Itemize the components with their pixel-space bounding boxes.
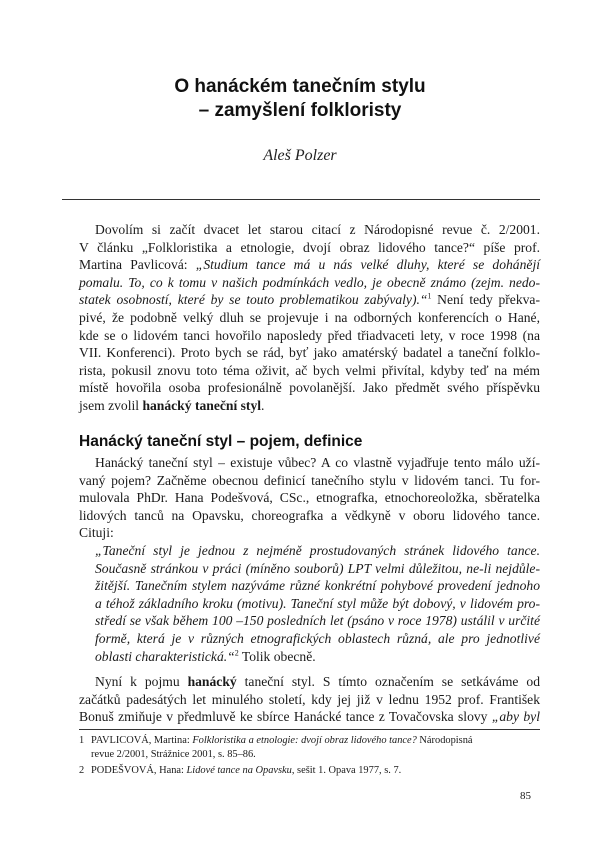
article-title xyxy=(62,75,538,123)
text-run: Martina Pavlicová: xyxy=(79,257,196,273)
text-line: pivé, že podobně velký dluh se projevuje i na odborných konferencích o Hané, xyxy=(79,309,540,325)
title-line-2: – zamyšlení folkloristy xyxy=(198,100,402,121)
text-run: Není tedy překva- xyxy=(431,292,540,308)
paragraph-hanacky xyxy=(79,673,540,726)
quote-run: „aby byl xyxy=(491,709,540,725)
text-line xyxy=(79,291,540,309)
section-paragraph xyxy=(79,454,540,542)
text-line: místě hovořila osoba profesionálně povolanější. Jako předmět svého příspěvku xyxy=(79,380,540,396)
section-heading: Hanácký taneční styl – pojem, definice xyxy=(79,433,363,450)
quote-run: „Studium tance má u nás velké dluhy, které se dohánějí xyxy=(195,257,540,273)
text-line xyxy=(79,397,540,415)
text-line xyxy=(79,256,540,274)
bold-run: hanácký xyxy=(187,674,237,689)
text-line: středí se však během 100 –150 posledních let (psáno v roce 1978) ustálil v určité xyxy=(95,613,540,629)
text-line xyxy=(79,673,540,691)
text-line: V článku „Folkloristika a etnologie, dvojí obraz lidového tance?“ píše prof. xyxy=(79,239,540,255)
text-line: vaný pojem? Začněme obecnou definicí tanečního stylu v lidovém tanci. Tu for- xyxy=(79,472,540,488)
footnote-line xyxy=(79,764,540,778)
text-line xyxy=(95,648,540,666)
text-run: Bonuš zmiňuje v předmluvě ke sbírce Hanácké tance z Tovačovska slovy xyxy=(79,709,492,725)
text-line: rista, pokusil znovu toto téma oživit, ač bych velmi přivítal, kdyby teď na mém xyxy=(79,362,540,378)
text-line: žitější. Tanečním stylem nazýváme různé konkrétní pohybové provedení jednoho xyxy=(95,578,540,594)
page-number: 85 xyxy=(520,790,531,802)
text-run: . xyxy=(261,397,265,413)
text-run: Národopisná xyxy=(416,735,473,746)
text-line: začátků padesátých let minulého století, kdy jej již v lednu 1952 prof. František xyxy=(79,691,540,707)
intro-paragraph xyxy=(79,221,540,415)
block-quote xyxy=(95,542,540,665)
footnote-number: 2 xyxy=(79,765,85,776)
quote-run: oblasti charakteristická.“ xyxy=(95,648,235,664)
text-run: Tolik obecně. xyxy=(238,648,316,664)
text-line: formě, která je v různých etnografických oblastech různá, ale pro jednotlivé xyxy=(95,630,540,646)
footnote-divider xyxy=(79,729,540,730)
quote-run: statek osobností, které by se touto problematikou zabývaly).“ xyxy=(79,292,428,308)
text-line: kde se o lidovém tanci hovořilo naposledy před třiadvaceti lety, v roce 1998 (na xyxy=(79,327,540,343)
text-run: PODEŠVOVÁ, Hana: xyxy=(91,765,187,776)
text-line xyxy=(79,708,540,726)
text-line: Současně stránkou v práci (míněno souborů) LPT velmi důležitou, ne-li nejdůle- xyxy=(95,560,540,576)
text-run: PAVLICOVÁ, Martina: xyxy=(91,735,193,746)
footnote-ref: 1 xyxy=(427,291,432,301)
text-line: lidových tanců na Opavsku, choreografka a vědkyně v oboru lidového tance. xyxy=(79,507,540,523)
text-run: taneční styl. S tímto označením se setkáváme od xyxy=(236,674,540,689)
footnote-number: 1 xyxy=(79,735,85,746)
text-run: jsem zvolil xyxy=(79,397,143,413)
text-line: pomalu. To, co k tomu v našich podmínkách vedlo, je obecně známo (zejm. nedo- xyxy=(79,274,540,290)
italic-run: Lidové tance na Opavsku xyxy=(186,765,292,776)
title-line-1: O hanáckém tanečním stylu xyxy=(174,76,426,97)
text-run: , sešit 1. Opava 1977, s. 7. xyxy=(291,765,402,776)
text-line: VII. Konferenci). Proto bych se rád, byť jako amatérský badatel a taneční folklo- xyxy=(79,345,540,361)
text-line: Dovolím si začít dvacet let starou citací z Národopisné revue č. 2/2001. xyxy=(95,222,540,237)
footnote-2 xyxy=(79,764,540,778)
text-line: „Taneční styl je jednou z nejméně prostudovaných stránek lidového tance. xyxy=(95,543,540,558)
footnote-1 xyxy=(79,734,540,762)
footnote-ref: 2 xyxy=(234,648,239,658)
bold-run: hanácký taneční styl xyxy=(142,397,262,413)
footnote-line: revue 2/2001, Strážnice 2001, s. 85–86. xyxy=(91,749,256,760)
title-divider xyxy=(62,199,540,200)
footnote-line xyxy=(79,734,540,748)
author-name: Aleš Polzer xyxy=(263,147,337,164)
text-line: a téhož základního kroku (motivu). Taneční styl může být dobový, v lidovém pro- xyxy=(95,595,540,611)
text-line: Hanácký taneční styl – existuje vůbec? A co vlastně vyjadřuje tento málo uží- xyxy=(95,455,540,470)
text-run: Nyní k pojmu xyxy=(95,674,188,689)
italic-run: Folkloristika a etnologie: dvojí obraz lidového tance? xyxy=(192,735,417,746)
text-line: Cituji: xyxy=(79,525,114,541)
text-line: mulovala PhDr. Hana Podešvová, CSc., etnografka, etnochoreoložka, sběratelka xyxy=(79,490,540,506)
